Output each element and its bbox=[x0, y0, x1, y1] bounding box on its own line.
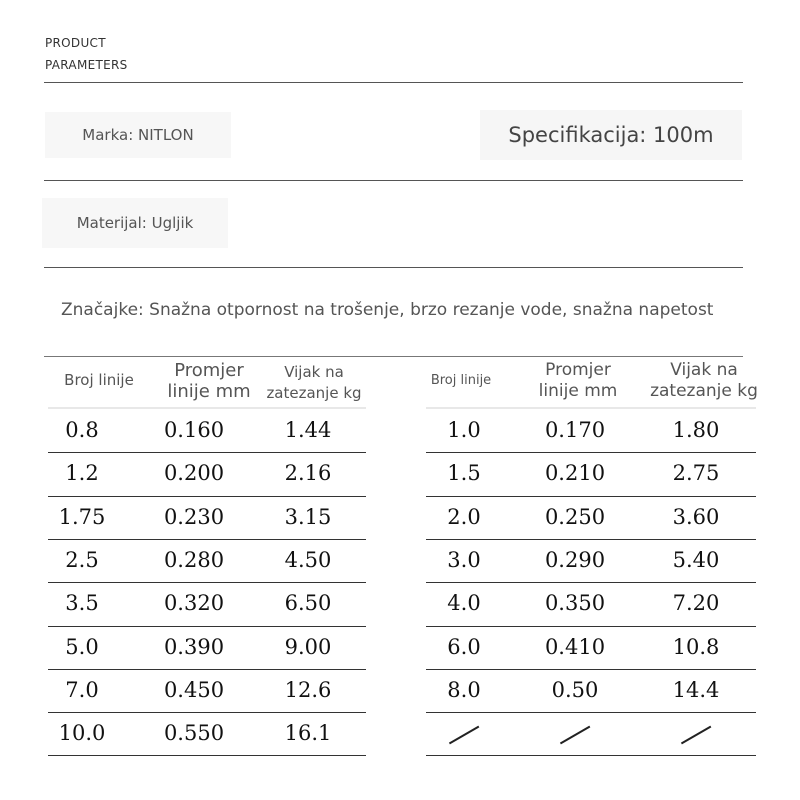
row-divider bbox=[426, 582, 756, 583]
table-cell: 6.0 bbox=[447, 634, 481, 659]
row-divider bbox=[48, 669, 366, 670]
table-cell: 1.5 bbox=[447, 461, 481, 486]
col-header-tension-line2: zatezanje kg bbox=[650, 381, 758, 401]
col-header-diameter bbox=[146, 360, 272, 402]
table-cell: 0.290 bbox=[544, 547, 606, 572]
header-underline bbox=[48, 407, 366, 409]
table-cell: 1.80 bbox=[672, 418, 720, 442]
col-header-tension bbox=[648, 360, 760, 402]
brand-box bbox=[45, 112, 231, 158]
brand-text: Marka: NITLON bbox=[82, 126, 194, 144]
table-cell: 1.2 bbox=[65, 461, 99, 486]
row-divider bbox=[48, 626, 366, 627]
table-cell: 0.170 bbox=[544, 418, 606, 442]
table-cell: 2.5 bbox=[65, 547, 99, 572]
table-cell: 10.0 bbox=[58, 721, 106, 746]
col-header-diameter-line2: linije mm bbox=[167, 381, 251, 402]
table-cell: 0.320 bbox=[163, 591, 225, 616]
table-right bbox=[426, 356, 756, 766]
col-header-diameter-line1: Promjer bbox=[545, 360, 611, 380]
table-cell: 4.50 bbox=[284, 547, 332, 572]
table-cell: 9.00 bbox=[284, 634, 332, 659]
col-header-line-number: Broj linije bbox=[430, 373, 492, 388]
table-cell: 1.0 bbox=[447, 418, 481, 442]
table-cell: 4.0 bbox=[447, 591, 481, 616]
row-divider bbox=[48, 496, 366, 497]
row-divider bbox=[426, 712, 756, 713]
empty-cell-slash bbox=[449, 726, 479, 744]
row-divider bbox=[426, 452, 756, 453]
table-cell: 16.1 bbox=[284, 721, 332, 746]
table-cell: 6.50 bbox=[284, 591, 332, 616]
table-cell: 2.75 bbox=[672, 461, 720, 486]
table-cell: 3.15 bbox=[284, 504, 332, 529]
row-divider bbox=[426, 496, 756, 497]
table-cell: 8.0 bbox=[447, 677, 481, 702]
table-cell: 0.210 bbox=[544, 461, 606, 486]
row-divider bbox=[426, 539, 756, 540]
table-cell: 2.0 bbox=[447, 504, 481, 529]
table-cell: 14.4 bbox=[672, 677, 720, 702]
header-underline bbox=[426, 407, 756, 409]
row-divider bbox=[48, 452, 366, 453]
divider bbox=[44, 82, 743, 83]
table-cell: 0.550 bbox=[163, 721, 225, 746]
spec-box bbox=[480, 110, 742, 160]
table-cell: 0.200 bbox=[163, 461, 225, 486]
row-divider bbox=[426, 626, 756, 627]
table-cell: 0.160 bbox=[163, 418, 225, 442]
col-header-tension bbox=[262, 362, 366, 404]
table-cell: 0.250 bbox=[544, 504, 606, 529]
table-cell: 0.410 bbox=[544, 634, 606, 659]
table-cell: 1.75 bbox=[58, 504, 106, 529]
row-divider bbox=[48, 539, 366, 540]
divider bbox=[44, 267, 743, 268]
table-cell: 3.0 bbox=[447, 547, 481, 572]
table-cell: 0.350 bbox=[544, 591, 606, 616]
table-cell: 10.8 bbox=[672, 634, 720, 659]
table-left bbox=[48, 356, 366, 766]
table-cell: 1.44 bbox=[284, 418, 332, 442]
material-box bbox=[42, 198, 228, 248]
table-cell: 0.50 bbox=[551, 677, 599, 702]
col-header-diameter-line1: Promjer bbox=[174, 360, 244, 381]
col-header-tension-line1: Vijak na bbox=[670, 360, 738, 380]
table-cell: 0.8 bbox=[65, 418, 99, 442]
table-cell: 0.280 bbox=[163, 547, 225, 572]
table-cell: 7.20 bbox=[672, 591, 720, 616]
table-cell: 5.0 bbox=[65, 634, 99, 659]
empty-cell-slash bbox=[681, 726, 711, 744]
row-divider bbox=[426, 755, 756, 756]
row-divider bbox=[48, 755, 366, 756]
col-header-line-number: Broj linije bbox=[64, 371, 134, 389]
table-cell: 3.60 bbox=[672, 504, 720, 529]
material-text: Materijal: Ugljik bbox=[76, 214, 194, 232]
header-line-1: PRODUCT bbox=[45, 36, 106, 50]
table-cell: 0.230 bbox=[163, 504, 225, 529]
table-cell: 0.390 bbox=[163, 634, 225, 659]
features-text: Značajke: Snažna otpornost na trošenje, brzo rezanje vode, snažna napetost bbox=[61, 300, 714, 320]
empty-cell-slash bbox=[560, 726, 590, 744]
row-divider bbox=[426, 669, 756, 670]
row-divider bbox=[48, 582, 366, 583]
col-header-tension-line2: zatezanje kg bbox=[266, 384, 362, 402]
table-cell: 0.450 bbox=[163, 677, 225, 702]
col-header-diameter-line2: linije mm bbox=[538, 381, 618, 401]
table-cell: 2.16 bbox=[284, 461, 332, 486]
table-cell: 3.5 bbox=[65, 591, 99, 616]
header-line-2: PARAMETERS bbox=[45, 58, 128, 72]
table-cell: 12.6 bbox=[284, 677, 332, 702]
row-divider bbox=[48, 712, 366, 713]
spec-text: Specifikacija: 100m bbox=[508, 123, 714, 147]
section-header bbox=[45, 32, 128, 76]
col-header-diameter bbox=[518, 360, 638, 402]
divider bbox=[44, 180, 743, 181]
col-header-tension-line1: Vijak na bbox=[284, 363, 344, 381]
table-cell: 7.0 bbox=[65, 677, 99, 702]
table-cell: 5.40 bbox=[672, 547, 720, 572]
